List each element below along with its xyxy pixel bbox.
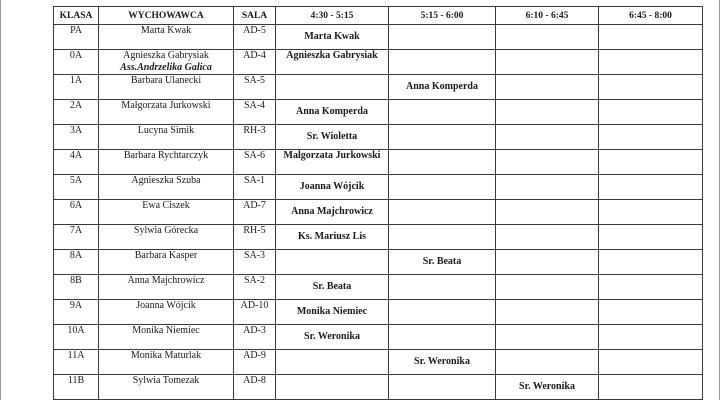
- slot-2-cell-text: Sr. Beata: [422, 256, 462, 267]
- slot-2-cell-text: Anna Komperda: [406, 81, 478, 92]
- slot-4-cell: [599, 275, 703, 300]
- room-cell: [234, 100, 276, 125]
- teacher-cell-text: Anna Majchrowicz: [127, 275, 205, 286]
- slot-1-cell-text: Malgorzata Jurkowski: [283, 150, 381, 161]
- slot-3-cell: [496, 200, 599, 225]
- slot-3-cell: [496, 150, 599, 175]
- class-cell: [54, 325, 99, 350]
- slot-1-cell: [276, 325, 389, 350]
- slot-1-cell-text: Joanna Wójcik: [299, 181, 365, 192]
- room-cell-text: AD-7: [243, 200, 266, 211]
- slot-4-cell: [599, 225, 703, 250]
- header-slot-2: 5:15 - 6:00: [389, 7, 496, 25]
- room-cell: [234, 200, 276, 225]
- class-cell: [54, 225, 99, 250]
- slot-2-cell: [389, 225, 496, 250]
- class-cell: [54, 175, 99, 200]
- slot-1-cell: [276, 75, 389, 100]
- room-cell-text: SA-6: [243, 150, 266, 161]
- teacher-cell: [99, 225, 234, 250]
- slot-4-cell: [599, 75, 703, 100]
- slot-4-cell: [599, 25, 703, 50]
- table-row: [54, 350, 703, 375]
- room-cell: [234, 325, 276, 350]
- teacher-cell-text: Joanna Wójcik: [136, 300, 196, 311]
- class-cell: [54, 300, 99, 325]
- teacher-cell-text: Marta Kwak: [140, 25, 192, 36]
- page-border-left: [0, 0, 1, 400]
- room-cell-text: AD-8: [243, 375, 266, 386]
- room-cell-text: AD-5: [243, 25, 266, 36]
- slot-4-cell: [599, 325, 703, 350]
- teacher-cell: [99, 200, 234, 225]
- slot-3-cell: [496, 25, 599, 50]
- slot-4-cell: [599, 250, 703, 275]
- slot-2-cell: [389, 50, 496, 75]
- slot-1-cell: [276, 250, 389, 275]
- slot-4-cell: [599, 100, 703, 125]
- slot-3-cell: [496, 50, 599, 75]
- schedule-table: [53, 6, 703, 400]
- teacher-cell: [99, 150, 234, 175]
- table-row: [54, 25, 703, 50]
- slot-1-cell-text: Anna Komperda: [296, 106, 368, 117]
- teacher-cell: [99, 375, 234, 400]
- slot-1-cell: [276, 150, 389, 175]
- header-slot-1: 4:30 - 5:15: [276, 7, 389, 25]
- table-row: [54, 375, 703, 400]
- slot-4-cell: [599, 50, 703, 75]
- class-cell-text: 9A: [69, 300, 83, 311]
- room-cell: [234, 350, 276, 375]
- room-cell-text: SA-3: [243, 250, 266, 261]
- slot-1-cell: [276, 375, 389, 400]
- slot-1-cell-text: Agnieszka Gabrysiak: [286, 50, 378, 61]
- class-cell: [54, 150, 99, 175]
- slot-1-cell: [276, 25, 389, 50]
- table-row: [54, 175, 703, 200]
- room-cell-text: AD-9: [243, 350, 266, 361]
- slot-3-cell: [496, 275, 599, 300]
- room-cell: [234, 275, 276, 300]
- slot-3-cell: [496, 350, 599, 375]
- slot-3-cell: [496, 375, 599, 400]
- teacher-cell: [99, 350, 234, 375]
- slot-3-cell-text: Sr. Weronika: [519, 381, 575, 392]
- slot-3-cell: [496, 125, 599, 150]
- slot-2-cell: [389, 325, 496, 350]
- teacher-cell-text: Agnieszka Gabrysiak: [123, 50, 209, 61]
- room-cell: [234, 300, 276, 325]
- slot-2-cell: [389, 125, 496, 150]
- slot-2-cell: [389, 200, 496, 225]
- table-row: [54, 125, 703, 150]
- class-cell-text: 7A: [69, 225, 83, 236]
- slot-2-cell: [389, 250, 496, 275]
- teacher-cell: [99, 275, 234, 300]
- room-cell-text: SA-2: [243, 275, 266, 286]
- slot-2-cell: [389, 375, 496, 400]
- table-row: [54, 75, 703, 100]
- class-cell: [54, 200, 99, 225]
- room-cell-text: AD-4: [243, 50, 266, 61]
- room-cell-text: RH-3: [243, 125, 266, 136]
- slot-1-cell: [276, 200, 389, 225]
- class-cell-text: 8A: [69, 250, 83, 261]
- slot-1-cell-text: Sr. Beata: [312, 281, 352, 292]
- teacher-cell-text: Sylwia Górecka: [133, 225, 199, 236]
- slot-2-cell: [389, 300, 496, 325]
- slot-4-cell: [599, 375, 703, 400]
- slot-3-cell: [496, 175, 599, 200]
- slot-3-cell: [496, 225, 599, 250]
- header-sala: SALA: [234, 7, 276, 25]
- slot-4-cell: [599, 175, 703, 200]
- slot-4-cell: [599, 150, 703, 175]
- slot-1-cell-text: Sr. Wioletta: [306, 131, 358, 142]
- class-cell: [54, 250, 99, 275]
- slot-3-cell: [496, 75, 599, 100]
- slot-1-cell: [276, 350, 389, 375]
- slot-4-cell: [599, 300, 703, 325]
- slot-2-cell: [389, 25, 496, 50]
- class-cell-text: 2A: [69, 100, 83, 111]
- header-slot-3: 6:10 - 6:45: [496, 7, 599, 25]
- teacher-cell: [99, 175, 234, 200]
- slot-2-cell: [389, 75, 496, 100]
- class-cell: [54, 125, 99, 150]
- slot-1-cell: [276, 275, 389, 300]
- slot-2-cell: [389, 350, 496, 375]
- room-cell: [234, 225, 276, 250]
- room-cell: [234, 250, 276, 275]
- slot-2-cell: [389, 275, 496, 300]
- class-cell: [54, 375, 99, 400]
- table-row: [54, 325, 703, 350]
- room-cell: [234, 375, 276, 400]
- room-cell-text: AD-3: [243, 325, 266, 336]
- slot-3-cell: [496, 100, 599, 125]
- slot-1-cell: [276, 125, 389, 150]
- class-cell-text: 11B: [67, 375, 85, 386]
- slot-2-cell: [389, 100, 496, 125]
- table-row: [54, 225, 703, 250]
- table-row: [54, 250, 703, 275]
- teacher-cell: [99, 125, 234, 150]
- teacher-cell-text: Monika Maturlak: [130, 350, 202, 361]
- teacher-cell: [99, 100, 234, 125]
- class-cell: [54, 25, 99, 50]
- room-cell: [234, 150, 276, 175]
- slot-1-cell: [276, 50, 389, 75]
- header-wychowawca: WYCHOWAWCA: [99, 7, 234, 25]
- teacher-cell-text: Barbara Kasper: [134, 250, 198, 261]
- teacher-cell-text: Monika Niemiec: [132, 325, 200, 336]
- assistant-teacher-text: Ass.Andrzelika Galica: [120, 62, 212, 73]
- class-cell: [54, 50, 99, 75]
- slot-1-cell-text: Anna Majchrowicz: [291, 206, 373, 217]
- header-slot-4: 6:45 - 8:00: [599, 7, 703, 25]
- room-cell: [234, 175, 276, 200]
- class-cell: [54, 275, 99, 300]
- room-cell-text: SA-5: [243, 75, 266, 86]
- table-row: [54, 200, 703, 225]
- table-row: [54, 275, 703, 300]
- class-cell-text: 6A: [69, 200, 83, 211]
- table-row: [54, 50, 703, 75]
- room-cell-text: SA-4: [243, 100, 266, 111]
- teacher-cell-text: Ewa Ciszek: [142, 200, 190, 211]
- slot-4-cell: [599, 125, 703, 150]
- header-row: [54, 7, 703, 25]
- class-cell-text: 8B: [70, 275, 82, 286]
- slot-2-cell: [389, 150, 496, 175]
- slot-1-cell-text: Sr. Weronika: [304, 331, 360, 342]
- teacher-cell: [99, 250, 234, 275]
- class-cell-text: 1A: [69, 75, 83, 86]
- class-cell: [54, 100, 99, 125]
- teacher-cell: [99, 25, 234, 50]
- room-cell: [234, 75, 276, 100]
- teacher-cell-text: Małgorzata Jurkowski: [121, 100, 211, 111]
- slot-1-cell: [276, 225, 389, 250]
- teacher-cell-text: Agnieszka Szuba: [131, 175, 201, 186]
- slot-3-cell: [496, 250, 599, 275]
- slot-1-cell-text: Ks. Mariusz Lis: [297, 231, 367, 242]
- slot-3-cell: [496, 325, 599, 350]
- room-cell: [234, 125, 276, 150]
- slot-1-cell: [276, 100, 389, 125]
- slot-1-cell: [276, 300, 389, 325]
- room-cell-text: SA-1: [243, 175, 266, 186]
- slot-1-cell-text: Marta Kwak: [304, 31, 360, 42]
- class-cell-text: 10A: [67, 325, 85, 336]
- teacher-cell: [99, 50, 234, 75]
- class-cell-text: 5A: [69, 175, 83, 186]
- room-cell: [234, 50, 276, 75]
- class-cell-text: 4A: [69, 150, 83, 161]
- slot-2-cell: [389, 175, 496, 200]
- table-row: [54, 150, 703, 175]
- slot-3-cell: [496, 300, 599, 325]
- class-cell-text: 11A: [67, 350, 85, 361]
- slot-2-cell-text: Sr. Weronika: [414, 356, 470, 367]
- room-cell-text: AD-10: [240, 300, 269, 311]
- slot-4-cell: [599, 200, 703, 225]
- class-cell-text: PA: [70, 25, 82, 36]
- class-cell-text: 0A: [69, 50, 83, 61]
- room-cell-text: RH-5: [243, 225, 266, 236]
- teacher-cell-text: Barbara Ulanecki: [130, 75, 202, 86]
- teacher-cell-text: Sylwia Tomezak: [132, 375, 200, 386]
- room-cell: [234, 25, 276, 50]
- table-row: [54, 300, 703, 325]
- slot-1-cell: [276, 175, 389, 200]
- class-cell: [54, 75, 99, 100]
- slot-1-cell-text: Monika Niemiec: [296, 306, 368, 317]
- teacher-cell: [99, 75, 234, 100]
- table-row: [54, 100, 703, 125]
- class-cell-text: 3A: [69, 125, 83, 136]
- teacher-cell: [99, 300, 234, 325]
- slot-4-cell: [599, 350, 703, 375]
- teacher-cell-text: Barbara Rychtarczyk: [123, 150, 209, 161]
- teacher-cell-text: Lucyna Simik: [137, 125, 195, 136]
- header-klasa: KLASA: [54, 7, 99, 25]
- teacher-cell: [99, 325, 234, 350]
- class-cell: [54, 350, 99, 375]
